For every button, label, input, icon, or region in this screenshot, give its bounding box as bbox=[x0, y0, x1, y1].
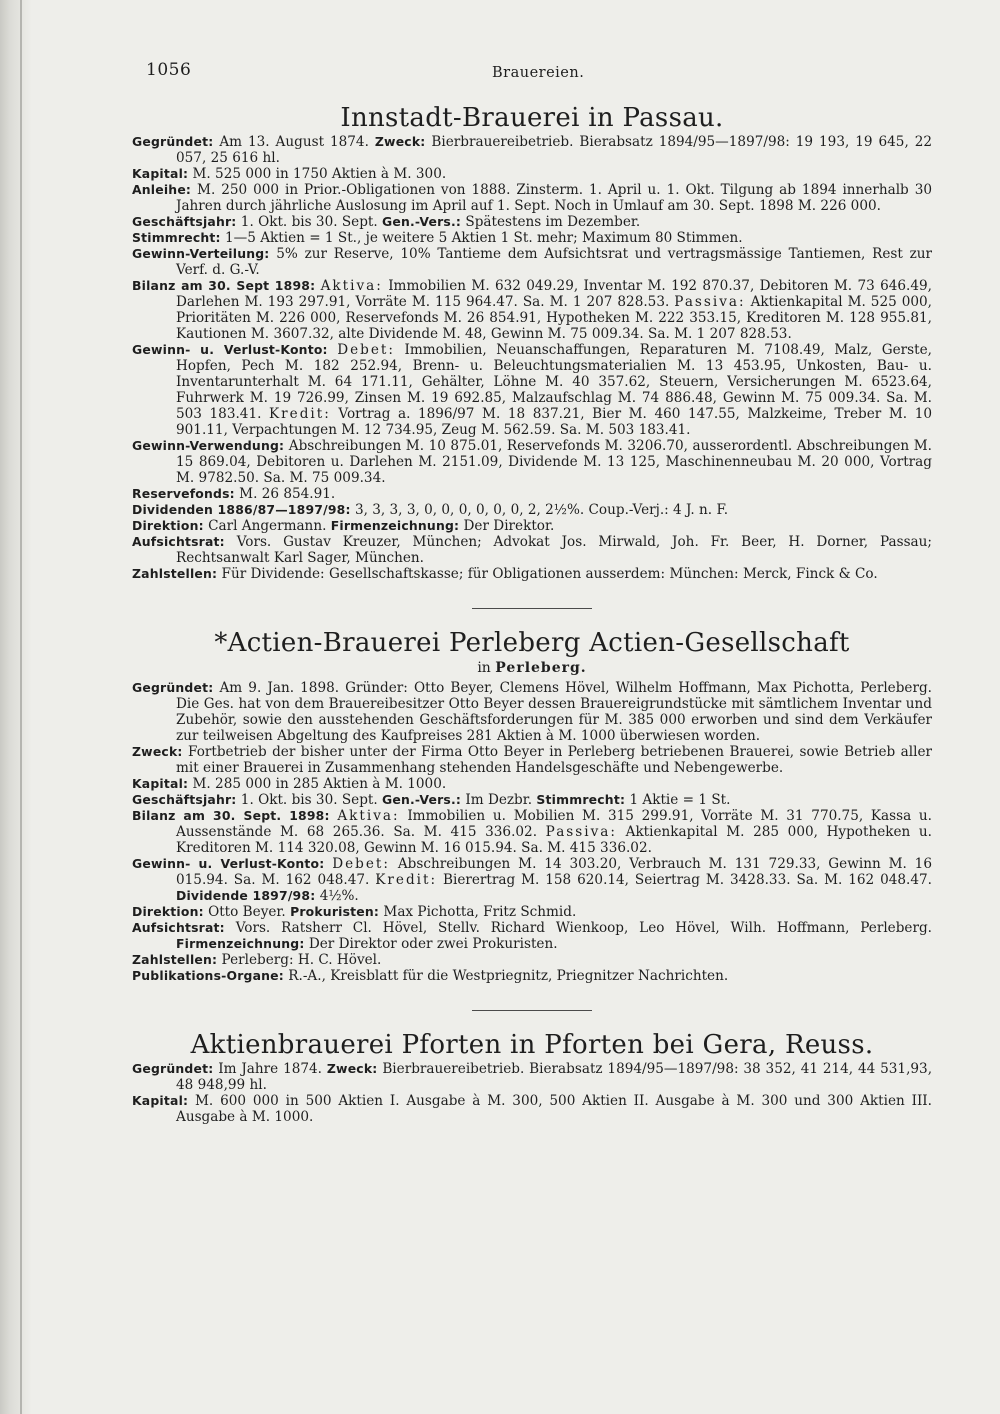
section-title: *Actien-Brauerei Perleberg Actien-Gesellschaft bbox=[214, 628, 850, 658]
entry-publikations-organe bbox=[132, 968, 932, 984]
entry-text: 1. Okt. bis 30. Sept. bbox=[240, 214, 383, 230]
scan-gutter bbox=[0, 0, 32, 1414]
entry-text: Vortrag a. 1896/97 M. 18 837.21, Bier M. 460 147.55, Malzkeime, Treber M. 10 901.11, Verpachtungen M. 12 734.95, Zeug M. 562.59. Sa. M. 503 183.41. bbox=[176, 406, 932, 438]
entry-inline-label: Firmenzeichnung: bbox=[330, 518, 460, 533]
entry-text: Für Dividende: Gesellschaftskasse; für Obligationen ausserdem: München: Merck, Finck & Co. bbox=[221, 566, 878, 582]
entry-label: Bilanz am 30. Sept 1898: bbox=[132, 278, 316, 293]
running-title: Brauereien. bbox=[492, 65, 585, 81]
entry-kapital bbox=[132, 1093, 932, 1125]
entry-text: Bierbrauereibetrieb. Bierabsatz 1894/95—1897/98: 38 352, 41 214, 44 531,93, 48 948,99 hl. bbox=[176, 1061, 933, 1093]
entry-text: Der Direktor. bbox=[463, 518, 555, 534]
section-divider bbox=[472, 1010, 592, 1011]
place-name: Perleberg. bbox=[495, 660, 587, 676]
entry-label: Gewinn- u. Verlust-Konto: bbox=[132, 856, 325, 871]
entry-text: Fortbetrieb der bisher unter der Firma Otto Beyer in Perleberg betriebenen Brauerei, sowie Betrieb aller mit einer Brauerei in Zusammenhang stehenden Handelsgeschäfte und Nebengewerbe. bbox=[176, 744, 932, 776]
entry-aufsichtsrat bbox=[132, 920, 932, 952]
entry-text: Aktienkapital M. 285 000, Hypotheken u. Kreditoren M. 114 320.08, Gewinn M. 16 015.94. Sa. M. 415 336.02. bbox=[176, 824, 933, 856]
entry-text: Otto Beyer. bbox=[208, 904, 291, 920]
entry-text: Perleberg: H. C. Hövel. bbox=[221, 952, 382, 968]
entry-stimmrecht bbox=[132, 230, 932, 246]
entry-text: M. 285 000 in 285 Aktien à M. 1000. bbox=[192, 776, 447, 792]
entry-spaced-label: Passiva: bbox=[674, 294, 746, 310]
entry-inline-label: Zweck: bbox=[374, 134, 426, 149]
section-pforten bbox=[132, 1029, 932, 1125]
entry-label: Geschäftsjahr: bbox=[132, 792, 237, 807]
entry-text: M. 250 000 in Prior.-Obligationen von 1888. Zinsterm. 1. April u. 1. Okt. Tilgung ab 1894 innerhalb 30 Jahren durch jährliche Auslosung im April auf 1. Sept. Noch in Umlauf am 30. Sept. 1898 M. 226 000. bbox=[176, 182, 932, 214]
entry-text: M. 525 000 in 1750 Aktien à M. 300. bbox=[192, 166, 447, 182]
entry-text: Im Jahre 1874. bbox=[218, 1061, 327, 1077]
entry-inline-label: Gen.-Vers.: bbox=[382, 214, 462, 229]
entry-spaced-label: Debet: bbox=[337, 342, 395, 358]
entry-inline-label: Zweck: bbox=[326, 1061, 378, 1076]
entry-direktion bbox=[132, 904, 932, 920]
entry-gewinn-verlust-konto bbox=[132, 342, 932, 438]
entry-text: Der Direktor oder zwei Prokuristen. bbox=[308, 936, 558, 952]
entry-text: Immobilien, Neuanschaffungen, Reparaturen M. 7108.49, Malz, Gerste, Hopfen, Pech M. 182 252.94, Brenn- u. Beleuchtungsmaterialien M. 13 453.95, Unkosten, Bau- u. Inventarunterhalt M. 64 171.11, Gehälter, Löhne M. 40 357.62, Steuern, Versicherungen M. 6523.64, Fuhrwerk M. 19 726.99, Zinsen M. 19 692.85, Malzaufschlag M. 74 886.48, Gewinn M. 75 009.34. Sa. M. 503 183.41. bbox=[176, 342, 932, 422]
entry-label: Publikations-Organe: bbox=[132, 968, 284, 983]
running-head bbox=[132, 58, 932, 88]
section-title: Aktienbrauerei Pforten in Pforten bei Gera, Reuss. bbox=[190, 1030, 874, 1060]
entry-text: Am 9. Jan. 1898. Gründer: Otto Beyer, Clemens Hövel, Wilhelm Hoffmann, Max Pichotta, Perleberg. Die Ges. hat von dem Brauereibesitzer Otto Beyer dessen Brauereigrundstücke mit sämtlichem Inventar und Zubehör, sowie den ausstehenden Geschäftsforderungen für M. 385 000 erworben und sind dem Verkäufer zur teilweisen Abgeltung des Kaufpreises 281 Aktien à M. 1000 überwiesen worden. bbox=[176, 680, 932, 744]
entry-text: Immobilien u. Mobilien M. 315 299.91, Vorräte M. 31 770.75, Kassa u. Aussenstände M. 68 265.36. Sa. M. 415 336.02. bbox=[176, 808, 932, 840]
entry-text: 5% zur Reserve, 10% Tantieme dem Aufsichtsrat und vertragsmässige Tantiemen, Rest zur Verf. d. G.-V. bbox=[176, 246, 932, 278]
document-page bbox=[132, 58, 932, 1125]
entry-label: Reservefonds: bbox=[132, 486, 235, 501]
entry-text: Aktienkapital M. 525 000, Prioritäten M. 226 000, Reservefonds M. 26 854.91, Hypotheken M. 222 353.15, Kreditoren M. 128 955.81, Kautionen M. 3607.32, alte Dividende M. 48, Gewinn M. 75 009.34. Sa. M. 1 207 828.53. bbox=[176, 294, 933, 342]
entry-zahlstellen bbox=[132, 952, 932, 968]
entry-label: Zweck: bbox=[132, 744, 183, 759]
section-divider bbox=[472, 608, 592, 609]
entry-text: 1 Aktie = 1 St. bbox=[629, 792, 731, 808]
entry-text: Vors. Gustav Kreuzer, München; Advokat Jos. Mirwald, Joh. Fr. Beer, H. Dorner, Passau; Rechtsanwalt Karl Sager, München. bbox=[176, 534, 932, 566]
entry-spaced-label: Aktiva: bbox=[337, 808, 400, 824]
entry-text: Abschreibungen M. 14 303.20, Verbrauch M. 131 729.33, Gewinn M. 16 015.94. Sa. M. 162 048.47. bbox=[176, 856, 932, 888]
entry-zweck bbox=[132, 744, 932, 776]
entry-label: Bilanz am 30. Sept. 1898: bbox=[132, 808, 330, 823]
entry-text: Vors. Ratsherr Cl. Hövel, Stellv. Richard Wienkoop, Leo Hövel, Wilh. Hoffmann, Perleberg. bbox=[235, 920, 932, 936]
entry-text: Bierertrag M. 158 620.14, Seiertrag M. 3428.33. Sa. M. 162 048.47. bbox=[443, 872, 933, 888]
entry-label: Kapital: bbox=[132, 166, 189, 181]
entry-anleihe bbox=[132, 182, 932, 214]
entry-label: Kapital: bbox=[132, 776, 189, 791]
entry-inline-label: Dividende 1897/98: bbox=[176, 888, 316, 903]
entry-gegruendet bbox=[132, 680, 932, 744]
entry-text: Abschreibungen M. 10 875.01, Reservefonds M. 3206.70, ausserordentl. Abschreibungen M. 15 869.04, Debitoren u. Darlehen M. 2151.09, Dividende M. 13 125, Maschinenneubau M. 20 000, Vortrag M. 9782.50. Sa. M. 75 009.34. bbox=[176, 438, 932, 486]
entry-label: Aufsichtsrat: bbox=[132, 534, 225, 549]
entry-kapital bbox=[132, 166, 932, 182]
entry-inline-label: Stimmrecht: bbox=[536, 792, 626, 807]
entry-label: Geschäftsjahr: bbox=[132, 214, 237, 229]
entry-text: Bierbrauereibetrieb. Bierabsatz 1894/95—1897/98: 19 193, 19 645, 22 057, 25 616 hl. bbox=[176, 134, 933, 166]
entry-label: Direktion: bbox=[132, 518, 204, 533]
entry-text: Carl Angermann. bbox=[208, 518, 331, 534]
entry-text: Spätestens im Dezember. bbox=[465, 214, 641, 230]
entry-spaced-label: Passiva: bbox=[545, 824, 617, 840]
section-place-line bbox=[132, 659, 932, 677]
entry-bilanz bbox=[132, 808, 932, 856]
entry-text: Immobilien M. 632 049.29, Inventar M. 192 870.37, Debitoren M. 73 646.49, Darlehen M. 193 297.91, Vorräte M. 115 964.47. Sa. M. 1 207 828.53. bbox=[176, 278, 932, 310]
entry-label: Zahlstellen: bbox=[132, 566, 218, 581]
entry-text: Im Dezbr. bbox=[465, 792, 537, 808]
entry-geschaeftsjahr bbox=[132, 214, 932, 230]
entry-text: 4½%. bbox=[319, 888, 359, 904]
entry-label: Gewinn-Verteilung: bbox=[132, 246, 270, 261]
entry-direktion bbox=[132, 518, 932, 534]
entry-aufsichtsrat bbox=[132, 534, 932, 566]
entry-label: Gegründet: bbox=[132, 134, 214, 149]
entry-gegruendet bbox=[132, 134, 932, 166]
entry-label: Aufsichtsrat: bbox=[132, 920, 225, 935]
entry-reservefonds bbox=[132, 486, 932, 502]
entry-inline-label: Gen.-Vers.: bbox=[382, 792, 462, 807]
entry-label: Zahlstellen: bbox=[132, 952, 218, 967]
entry-label: Gewinn- u. Verlust-Konto: bbox=[132, 342, 328, 357]
section-title: Innstadt-Brauerei in Passau. bbox=[340, 103, 724, 133]
entry-label: Dividenden 1886/87—1897/98: bbox=[132, 502, 351, 517]
entry-spaced-label: Kredit: bbox=[269, 406, 331, 422]
entry-inline-label: Firmenzeichnung: bbox=[176, 936, 305, 951]
entry-geschaeftsjahr bbox=[132, 792, 932, 808]
entry-text: 1. Okt. bis 30. Sept. bbox=[240, 792, 383, 808]
entry-label: Gewinn-Verwendung: bbox=[132, 438, 285, 453]
entry-text: M. 600 000 in 500 Aktien I. Ausgabe à M. 300, 500 Aktien II. Ausgabe à M. 300 und 300 Aktien III. Ausgabe à M. 1000. bbox=[176, 1093, 933, 1125]
entry-gewinn-verlust-konto bbox=[132, 856, 932, 904]
entry-label: Direktion: bbox=[132, 904, 204, 919]
entry-label: Gegründet: bbox=[132, 680, 214, 695]
page-number: 1056 bbox=[146, 60, 192, 80]
entry-kapital bbox=[132, 776, 932, 792]
entry-label: Kapital: bbox=[132, 1093, 189, 1108]
entry-zahlstellen bbox=[132, 566, 932, 582]
section-perleberg bbox=[132, 627, 932, 984]
entry-text: 3, 3, 3, 3, 0, 0, 0, 0, 0, 0, 2, 2½%. Coup.-Verj.: 4 J. n. F. bbox=[354, 502, 729, 518]
entry-inline-label: Prokuristen: bbox=[290, 904, 380, 919]
entry-label: Gegründet: bbox=[132, 1061, 214, 1076]
entry-text: Am 13. August 1874. bbox=[219, 134, 375, 150]
entry-text: Max Pichotta, Fritz Schmid. bbox=[383, 904, 577, 920]
entry-text: 1—5 Aktien = 1 St., je weitere 5 Aktien 1 St. mehr; Maximum 80 Stimmen. bbox=[225, 230, 743, 246]
entry-label: Anleihe: bbox=[132, 182, 192, 197]
entry-text: M. 26 854.91. bbox=[239, 486, 336, 502]
entry-gewinn-verteilung bbox=[132, 246, 932, 278]
entry-text: R.-A., Kreisblatt für die Westpriegnitz, Priegnitzer Nachrichten. bbox=[288, 968, 729, 984]
entry-spaced-label: Kredit: bbox=[375, 872, 438, 888]
entry-dividenden bbox=[132, 502, 932, 518]
entry-gegruendet bbox=[132, 1061, 932, 1093]
entry-bilanz bbox=[132, 278, 932, 342]
entry-label: Stimmrecht: bbox=[132, 230, 221, 245]
section-innstadt-brauerei bbox=[132, 102, 932, 582]
entry-gewinn-verwendung bbox=[132, 438, 932, 486]
entry-spaced-label: Debet: bbox=[332, 856, 390, 872]
entry-spaced-label: Aktiva: bbox=[320, 278, 383, 294]
place-prefix: in bbox=[477, 660, 491, 676]
